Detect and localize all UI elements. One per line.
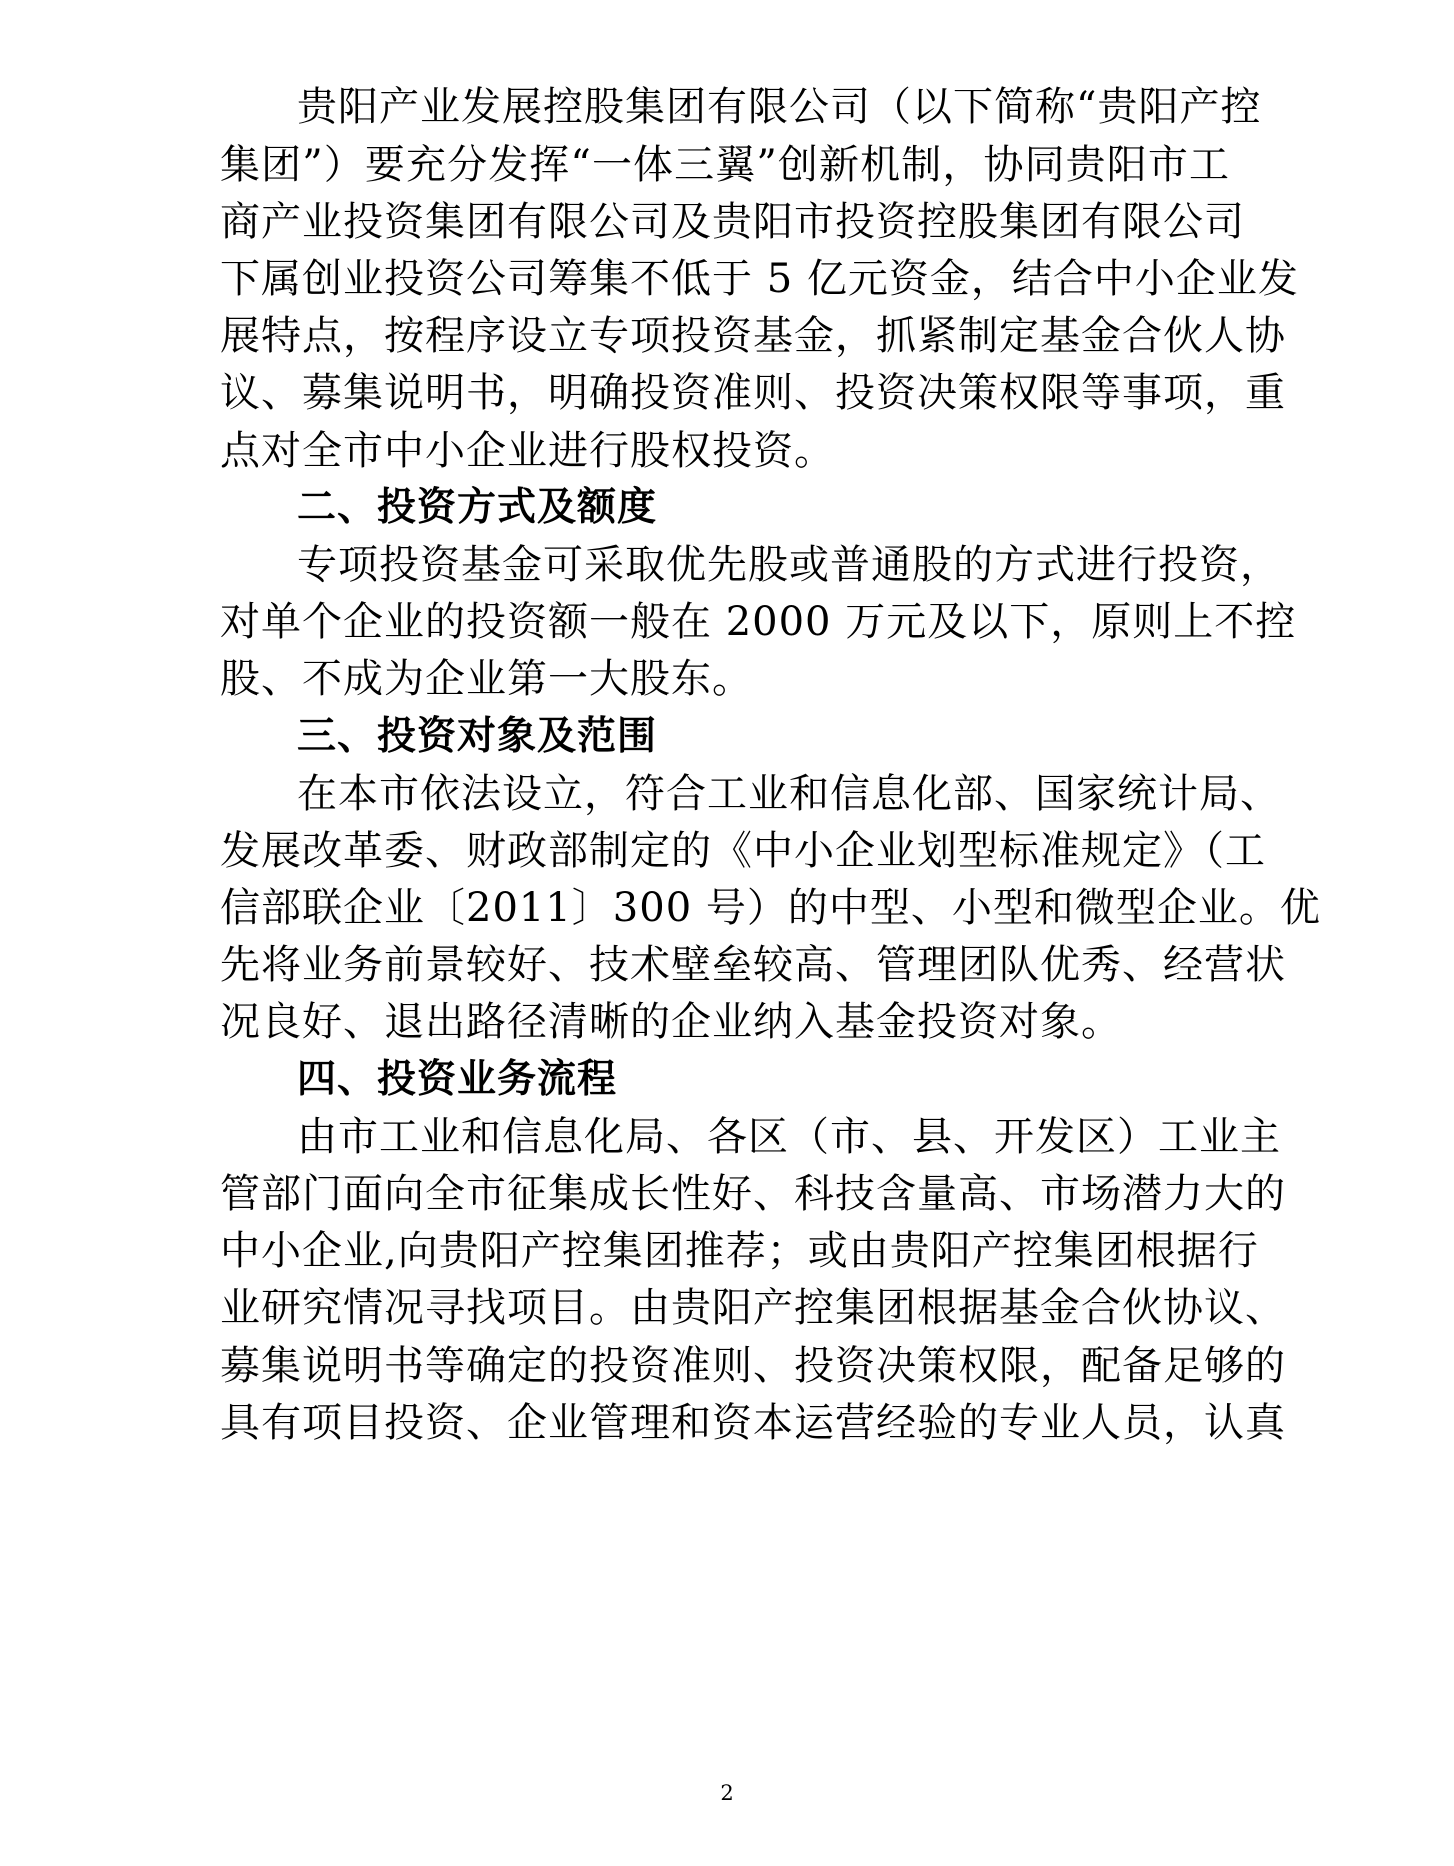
paragraph-4-line-1: 由市工业和信息化局、各区（市、县、开发区）工业主 [297, 1114, 1281, 1160]
paragraph-4-line-5: 募集说明书等确定的投资准则、投资决策权限，配备足够的 [220, 1343, 1286, 1389]
paragraph-2-line-3: 股、不成为企业第一大股东。 [220, 656, 753, 702]
paragraph-1-line-6: 议、募集说明书，明确投资准则、投资决策权限等事项，重 [220, 370, 1286, 416]
paragraph-3-line-4: 先将业务前景较好、技术壁垒较高、管理团队优秀、经营状 [220, 942, 1286, 988]
paragraph-2-line-2: 对单个企业的投资额一般在 2000 万元及以下，原则上不控 [220, 599, 1297, 645]
paragraph-1-line-2: 集团”）要充分发挥“一体三翼”创新机制，协同贵阳市工 [220, 142, 1230, 188]
paragraph-4-line-6: 具有项目投资、企业管理和资本运营经验的专业人员，认真 [220, 1400, 1286, 1446]
paragraph-4-line-3: 中小企业,向贵阳产控集团推荐；或由贵阳产控集团根据行 [220, 1228, 1259, 1274]
paragraph-3-line-5: 况良好、退出路径清晰的企业纳入基金投资对象。 [220, 999, 1122, 1045]
section-heading-4: 四、投资业务流程 [297, 1057, 618, 1102]
page-number: 2 [720, 1781, 734, 1805]
paragraph-1-line-7: 点对全市中小企业进行股权投资。 [220, 428, 835, 474]
paragraph-4-line-4: 业研究情况寻找项目。由贵阳产控集团根据基金合伙协议、 [220, 1285, 1286, 1331]
section-heading-3: 三、投资对象及范围 [297, 714, 658, 759]
paragraph-1-line-4: 下属创业投资公司筹集不低于 5 亿元资金，结合中小企业发 [220, 256, 1299, 302]
paragraph-2-line-1: 专项投资基金可采取优先股或普通股的方式进行投资， [297, 542, 1281, 588]
paragraph-3-line-3: 信部联企业〔2011〕300 号）的中型、小型和微型企业。优 [220, 885, 1321, 931]
paragraph-4-line-2: 管部门面向全市征集成长性好、科技含量高、市场潜力大的 [220, 1171, 1286, 1217]
paragraph-1-line-5: 展特点，按程序设立专项投资基金，抓紧制定基金合伙人协 [220, 313, 1286, 359]
section-heading-2: 二、投资方式及额度 [297, 485, 658, 530]
paragraph-3-line-1: 在本市依法设立，符合工业和信息化部、国家统计局、 [297, 771, 1281, 817]
paragraph-1-line-3: 商产业投资集团有限公司及贵阳市投资控股集团有限公司 [220, 199, 1245, 245]
paragraph-1-line-1: 贵阳产业发展控股集团有限公司（以下简称“贵阳产控 [297, 84, 1262, 130]
paragraph-3-line-2: 发展改革委、财政部制定的《中小企业划型标准规定》（工 [220, 828, 1266, 874]
